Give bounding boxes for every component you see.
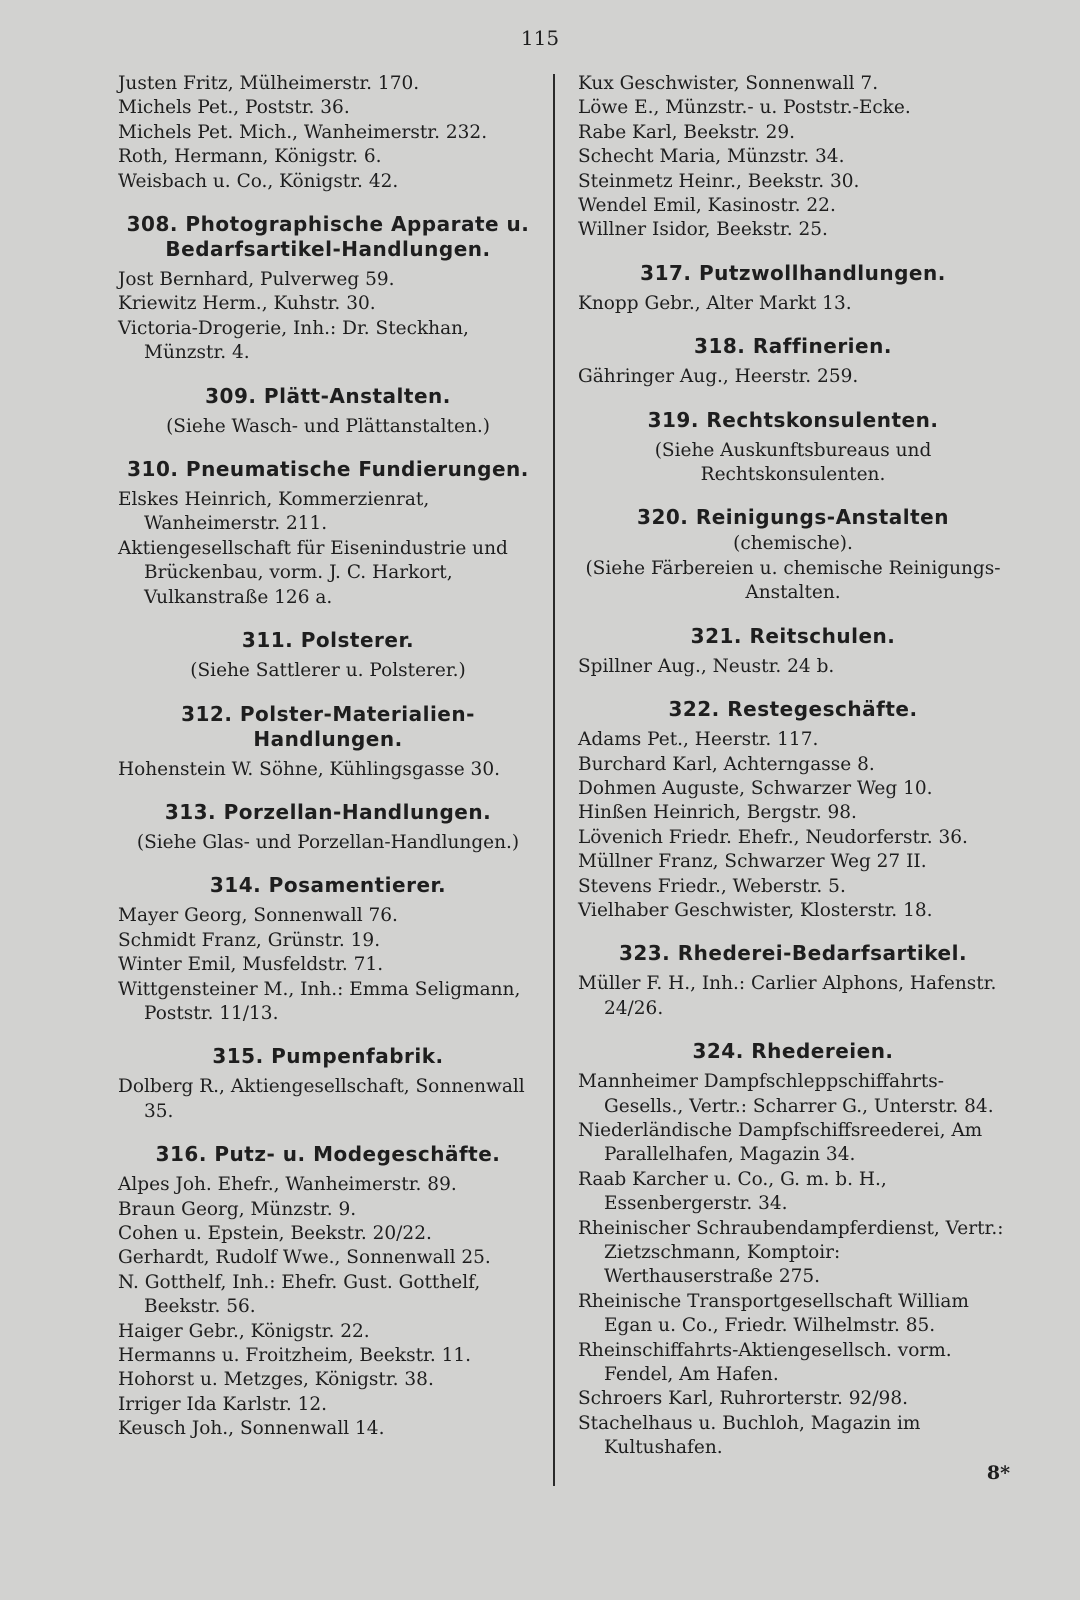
section-heading-314: 314. Posamentierer. [209,873,447,898]
list-item: Michels Pet., Poststr. 36. [118,97,350,119]
section-heading-315: 315. Pumpenfabrik. [212,1044,444,1069]
list-item: Stachelhaus u. Buchloh, Magazin im Kultushafen. [578,1412,921,1459]
right-column [578,72,1008,1461]
cross-reference-note: (Siehe Glas- und Porzellan-Handlungen.) [136,831,520,853]
list-item: Mayer Georg, Sonnenwall 76. [118,905,398,927]
page-number: 115 [520,26,560,50]
list-item: Weisbach u. Co., Königstr. 42. [118,170,399,192]
cross-reference-note: (Siehe Auskunftsbureaus und Rechtskonsulenten. [654,439,932,486]
section-heading-317: 317. Putzwollhandlungen. [640,260,946,285]
list-item: Knopp Gebr., Alter Markt 13. [578,292,852,314]
list-item: Löwe E., Münzstr.- u. Poststr.-Ecke. [578,97,911,119]
signature-mark: 8* [986,1462,1010,1484]
list-item: Schmidt Franz, Grünstr. 19. [118,929,381,951]
list-item: Willner Isidor, Beekstr. 25. [578,219,828,241]
section-heading-313: 313. Porzellan-Handlungen. [164,799,492,824]
list-item: Raab Karcher u. Co., G. m. b. H., Essenbergerstr. 34. [578,1168,887,1215]
section-heading-321: 321. Reitschulen. [690,623,896,648]
list-item: Victoria-Drogerie, Inh.: Dr. Steckhan, Münzstr. 4. [118,317,469,364]
list-item: Braun Georg, Münzstr. 9. [118,1198,357,1220]
list-item: Irriger Ida Karlstr. 12. [118,1393,328,1415]
list-item: Michels Pet. Mich., Wanheimerstr. 232. [118,121,488,143]
list-item: Kux Geschwister, Sonnenwall 7. [578,73,879,94]
column-divider [553,74,555,1486]
list-item: Rheinische Transportgesellschaft William Egan u. Co., Friedr. Wilhelmstr. 85. [578,1290,969,1337]
section-heading-308: 308. Photographische Apparate u. Bedarfsartikel-Handlungen. [126,212,530,262]
section-heading-318: 318. Raffinerien. [694,334,892,359]
section-heading-320: 320. Reinigungs-Anstalten [637,505,949,530]
list-item: Dohmen Auguste, Schwarzer Weg 10. [578,777,933,799]
list-item: Justen Fritz, Mülheimerstr. 170. [118,73,420,94]
top-entry-list [118,72,538,194]
list-item: Aktiengesellschaft für Eisenindustrie und Brückenbau, vorm. J. C. Harkort, Vulkanstraße 126 a. [118,537,508,608]
list-item: Niederländische Dampfschiffsreederei, Am Parallelhafen, Magazin 34. [578,1119,983,1166]
list-item: Kriewitz Herm., Kuhstr. 30. [118,293,376,315]
cross-reference-note: (Siehe Sattlerer u. Polsterer.) [190,660,466,682]
list-item: Alpes Joh. Ehefr., Wanheimerstr. 89. [118,1174,457,1196]
list-item: Cohen u. Epstein, Beekstr. 20/22. [118,1222,432,1244]
list-item: Schroers Karl, Ruhrorterstr. 92/98. [578,1388,908,1410]
list-item: Haiger Gebr., Königstr. 22. [118,1320,370,1342]
section-heading-316: 316. Putz- u. Modegeschäfte. [155,1142,501,1167]
section-heading-322: 322. Restegeschäfte. [668,697,918,722]
list-item: Stevens Friedr., Weberstr. 5. [578,875,846,897]
section-heading-310: 310. Pneumatische Fundierungen. [127,457,529,482]
section-subheading: (chemische). [733,533,853,555]
list-item: Gerhardt, Rudolf Wwe., Sonnenwall 25. [118,1247,491,1269]
list-item: Lövenich Friedr. Ehefr., Neudorferstr. 36. [578,826,968,848]
section-heading-324: 324. Rhedereien. [692,1039,894,1064]
list-item: Mannheimer Dampfschleppschiffahrts-Gesells., Vertr.: Scharrer G., Unterstr. 84. [578,1071,994,1117]
list-item: Müller F. H., Inh.: Carlier Alphons, Hafenstr. 24/26. [578,973,997,1019]
list-item: Hohorst u. Metzges, Königstr. 38. [118,1369,434,1391]
list-item: Winter Emil, Musfeldstr. 71. [118,954,384,976]
list-item: Adams Pet., Heerstr. 117. [578,729,819,751]
list-item: Rheinschiffahrts-Aktiengesellsch. vorm. Fendel, Am Hafen. [578,1339,952,1386]
list-item: Roth, Hermann, Königstr. 6. [118,146,382,168]
list-item: Spillner Aug., Neustr. 24 b. [578,655,835,677]
section-heading-312: 312. Polster-Materialien-Handlungen. [181,701,475,751]
section-heading-323: 323. Rhederei-Bedarfsartikel. [618,941,968,966]
list-item: N. Gotthelf, Inh.: Ehefr. Gust. Gotthelf, Beekstr. 56. [118,1271,481,1318]
cross-reference-note: (Siehe Wasch- und Plättanstalten.) [166,415,490,437]
list-item: Gähringer Aug., Heerstr. 259. [578,366,859,388]
list-item: Hohenstein W. Söhne, Kühlingsgasse 30. [118,758,500,780]
list-item: Hermanns u. Froitzheim, Beekstr. 11. [118,1345,471,1366]
list-item: Wittgensteiner M., Inh.: Emma Seligmann, Poststr. 11/13. [118,978,521,1024]
list-item: Rheinischer Schraubendampferdienst, Vertr.: Zietzschmann, Komptoir: Werthauserstraße 275. [578,1217,1004,1288]
list-item: Jost Bernhard, Pulverweg 59. [118,269,395,291]
list-item: Schecht Maria, Münzstr. 34. [578,146,845,168]
list-item: Vielhaber Geschwister, Klosterstr. 18. [578,899,933,921]
left-column [118,72,538,1442]
list-item: Wendel Emil, Kasinostr. 22. [578,195,836,217]
section-heading-311: 311. Polsterer. [241,628,415,653]
list-item: Keusch Joh., Sonnenwall 14. [118,1418,385,1440]
top-entry-list [578,72,1008,243]
list-item: Rabe Karl, Beekstr. 29. [578,121,796,143]
list-item: Elskes Heinrich, Kommerzienrat, Wanheimerstr. 211. [118,489,430,535]
list-item: Steinmetz Heinr., Beekstr. 30. [578,170,860,192]
list-item: Burchard Karl, Achterngasse 8. [578,753,875,775]
list-item: Dolberg R., Aktiengesellschaft, Sonnenwall 35. [118,1076,525,1122]
section-heading-319: 319. Rechtskonsulenten. [647,407,939,432]
cross-reference-note: (Siehe Färbereien u. chemische Reinigungs-Anstalten. [585,557,1001,604]
list-item: Müllner Franz, Schwarzer Weg 27 II. [578,851,927,873]
list-item: Hinßen Heinrich, Bergstr. 98. [578,802,857,824]
section-heading-309: 309. Plätt-Anstalten. [205,383,451,408]
